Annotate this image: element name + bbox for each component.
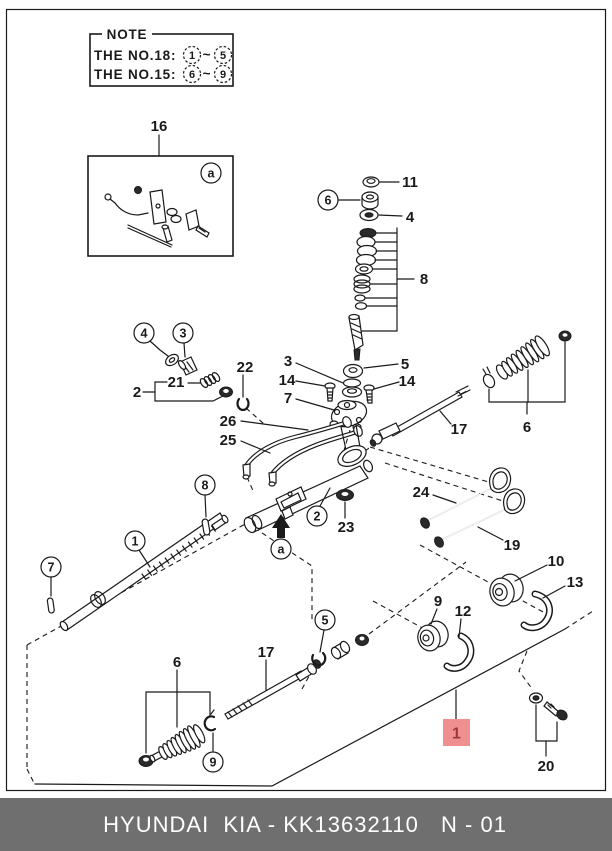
tie-rod-right (369, 386, 470, 447)
callout-9-plain[interactable]: 9 (433, 593, 443, 610)
rack-bar (62, 513, 225, 630)
adjuster-group (133, 323, 254, 410)
callout-14-right[interactable]: 14 (398, 373, 416, 390)
mount-bushings (415, 553, 583, 668)
valve-stack-group (318, 174, 428, 360)
ring-part-3a (344, 379, 361, 387)
bearing-part-5 (344, 365, 363, 378)
callout-4-circled[interactable]: 4 (140, 326, 148, 341)
callout-1-circled[interactable]: 1 (131, 534, 139, 549)
callout-22[interactable]: 22 (236, 359, 254, 376)
callout-6-bottom[interactable]: 6 (172, 654, 182, 671)
note-row1-to: 5 (219, 50, 227, 62)
callout-10[interactable]: 10 (547, 553, 565, 570)
bracket-12 (447, 636, 471, 668)
callout-a: a (207, 166, 215, 181)
callout-5-circled[interactable]: 5 (321, 613, 329, 628)
callout-25[interactable]: 25 (219, 432, 237, 449)
rack-housing-group (242, 425, 374, 559)
callout-16[interactable]: 16 (150, 118, 168, 135)
callout-17-bottom[interactable]: 17 (257, 644, 275, 661)
bolt-20-group (530, 693, 570, 775)
tie-rod-bottom (225, 610, 369, 719)
callout-23[interactable]: 23 (337, 519, 355, 536)
callout-24[interactable]: 24 (412, 484, 430, 501)
callout-20[interactable]: 20 (537, 758, 555, 775)
boot-kit-right (481, 331, 571, 436)
callout-a-2: a (277, 542, 285, 557)
assembly-outline-solid (35, 629, 565, 786)
callout-8[interactable]: 8 (419, 271, 429, 288)
footer-page-number: N - 01 (441, 812, 507, 837)
boot-bellows-right (492, 334, 551, 384)
callout-6-circled-top[interactable]: 6 (324, 193, 332, 208)
callout-4[interactable]: 4 (405, 209, 415, 226)
bushing-sleeve (330, 640, 352, 660)
callout-26[interactable]: 26 (219, 413, 237, 430)
note-row2-tilde: ~ (202, 66, 212, 81)
bushing-9 (415, 619, 451, 654)
seal-kit-stack-8 (354, 228, 414, 331)
callout-7-circled[interactable]: 7 (47, 560, 55, 575)
pinion-shaft (349, 315, 363, 361)
callout-9-circled[interactable]: 9 (209, 755, 217, 770)
boot-clamp-wire (481, 372, 497, 389)
highlighted-part-1[interactable] (443, 690, 470, 746)
pin-7 (47, 598, 55, 614)
adjuster-screw (177, 357, 197, 375)
boot-clamp-9 (205, 716, 215, 730)
rack-bar-group (41, 475, 229, 632)
callout-8-circled[interactable]: 8 (201, 478, 209, 493)
clip-22 (238, 399, 249, 410)
bushing-10 (487, 571, 526, 608)
footer-part-number: HYUNDAI KIA - KK13632110 (103, 812, 419, 837)
note-row1-from: 1 (188, 50, 196, 62)
mount-bolts (413, 468, 525, 554)
callout-3-circled[interactable]: 3 (179, 326, 187, 341)
note-row2-from: 6 (188, 69, 196, 81)
bolt-14-left (325, 383, 335, 401)
callout-14-left[interactable]: 14 (278, 372, 296, 389)
bracket-13 (524, 594, 550, 628)
note-box (90, 27, 233, 86)
cap-part (362, 192, 378, 209)
callout-6-right[interactable]: 6 (522, 419, 532, 436)
note-row1-prefix: THE NO.18: (94, 48, 177, 63)
callout-7[interactable]: 7 (283, 390, 293, 407)
boot-bellows-bottom (145, 722, 208, 771)
callout-21[interactable]: 21 (167, 374, 185, 391)
callout-5[interactable]: 5 (400, 356, 410, 373)
footer-bar (0, 798, 612, 851)
bolt-14-right (364, 385, 374, 403)
spring-21 (199, 371, 221, 388)
callout-2-plain[interactable]: 2 (132, 384, 142, 401)
note-row2-prefix: THE NO.15: (94, 67, 177, 82)
inset-box-16 (88, 118, 233, 256)
callout-1-highlighted[interactable]: 1 (452, 725, 461, 743)
callout-2-circled[interactable]: 2 (313, 509, 321, 524)
bolt-20 (544, 702, 569, 722)
callout-11[interactable]: 11 (402, 174, 418, 191)
inset-parts (105, 187, 209, 248)
note-row2-to: 9 (219, 69, 227, 81)
boot-kit-bottom (139, 654, 223, 772)
callout-17-right[interactable]: 17 (450, 421, 468, 438)
callout-13[interactable]: 13 (566, 574, 584, 591)
note-row1-tilde: ~ (202, 47, 212, 62)
callout-3[interactable]: 3 (283, 353, 293, 370)
note-title: NOTE (106, 27, 148, 42)
callout-12[interactable]: 12 (454, 603, 472, 620)
callout-19[interactable]: 19 (503, 537, 521, 554)
